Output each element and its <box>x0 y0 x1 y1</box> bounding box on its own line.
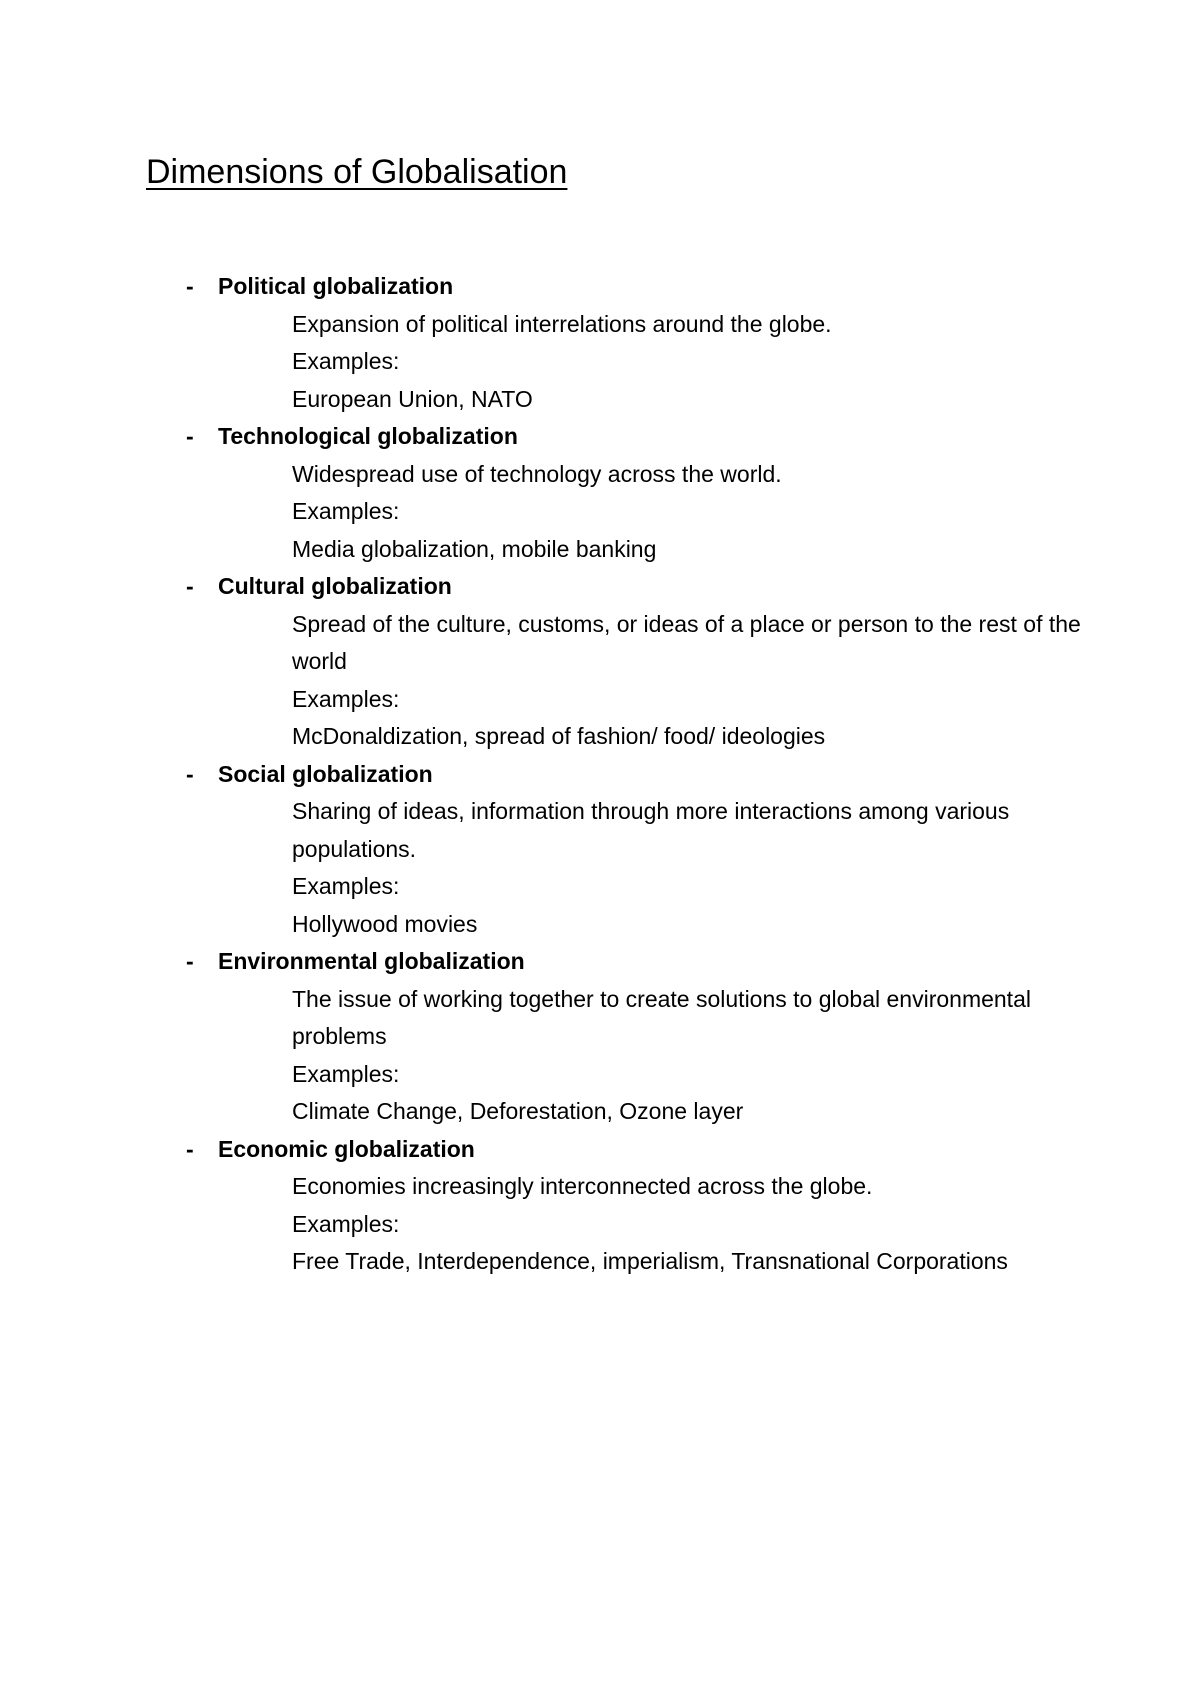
dimension-heading <box>0 268 1200 306</box>
dimension-heading <box>0 756 1200 794</box>
list-item <box>0 756 1200 944</box>
examples-text: Media globalization, mobile banking <box>292 535 657 562</box>
examples-label: Examples: <box>292 348 400 374</box>
examples-label: Examples: <box>292 685 400 712</box>
dimension-heading <box>0 943 1200 981</box>
bullet-dash: - <box>186 273 194 299</box>
dimension-title: Economic globalization <box>218 1135 475 1162</box>
bullet-dash: - <box>186 573 194 599</box>
bullet-dash: - <box>186 948 194 974</box>
dimension-list <box>0 268 1200 1281</box>
bullet-dash: - <box>186 423 194 449</box>
dimension-title: Social globalization <box>218 760 433 787</box>
list-item <box>0 568 1200 756</box>
list-item <box>0 418 1200 568</box>
dimension-title: Environmental globalization <box>218 948 525 974</box>
examples-label: Examples: <box>292 1060 400 1087</box>
dimension-description: Spread of the culture, customs, or ideas of a place or person to the rest of the world <box>292 610 1081 674</box>
dimension-description: Sharing of ideas, information through more interactions among various populations. <box>292 798 1010 862</box>
dimension-heading <box>0 418 1200 456</box>
examples-label: Examples: <box>292 873 400 899</box>
examples-text: McDonaldization, spread of fashion/ food/ ideologies <box>292 723 826 749</box>
dimension-description: Widespread use of technology across the world. <box>292 460 782 487</box>
list-item <box>0 943 1200 1131</box>
examples-text: Climate Change, Deforestation, Ozone layer <box>292 1098 744 1124</box>
dimension-title: Political globalization <box>218 273 454 299</box>
examples-text: Free Trade, Interdependence, imperialism, Transnational Corporations <box>292 1248 1008 1274</box>
examples-text: Hollywood movies <box>292 910 478 937</box>
bullet-dash: - <box>186 760 194 787</box>
examples-text: European Union, NATO <box>292 385 533 412</box>
bullet-dash: - <box>186 1135 194 1162</box>
dimension-description: Expansion of political interrelations around the globe. <box>292 310 832 337</box>
dimension-title: Cultural globalization <box>218 573 452 599</box>
page-title: Dimensions of Globalisation <box>146 153 568 191</box>
examples-label: Examples: <box>292 1210 400 1237</box>
dimension-heading <box>0 568 1200 606</box>
examples-label: Examples: <box>292 498 400 524</box>
dimension-heading <box>0 1131 1200 1169</box>
dimension-description: Economies increasingly interconnected across the globe. <box>292 1173 873 1199</box>
dimension-description: The issue of working together to create solutions to global environmental problems <box>292 985 1031 1049</box>
dimension-title: Technological globalization <box>218 423 518 449</box>
list-item <box>0 1131 1200 1281</box>
list-item <box>0 268 1200 418</box>
